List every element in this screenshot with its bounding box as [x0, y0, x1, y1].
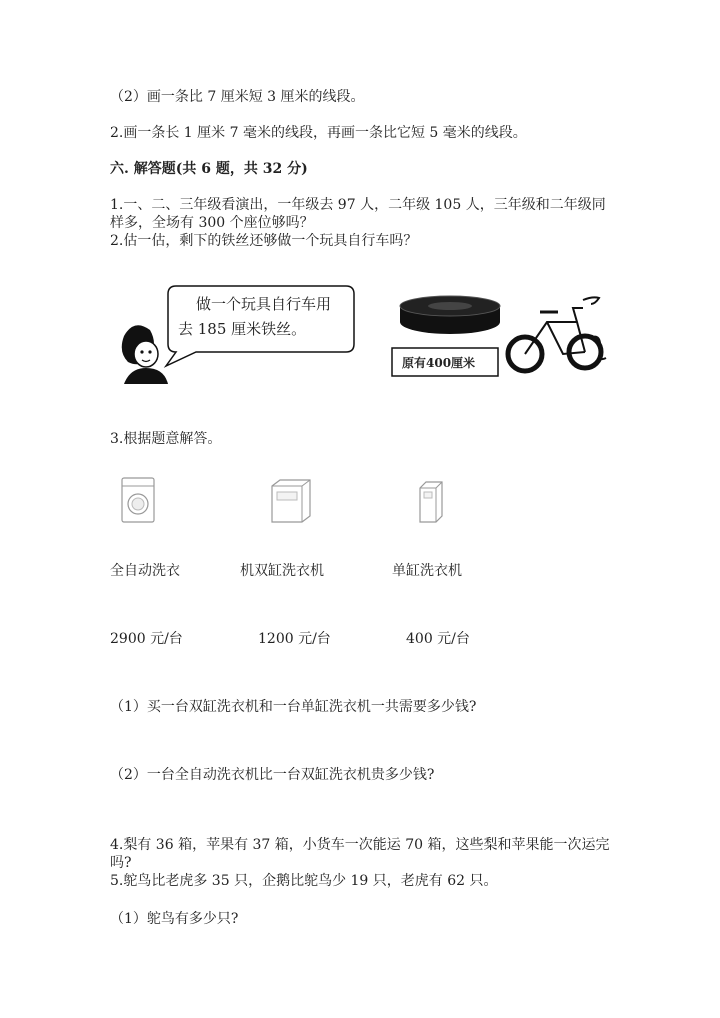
washer-price-1: 1200 元/台 — [258, 631, 331, 647]
wire-coil-icon — [400, 296, 500, 334]
washer-name-1: 机双缸洗衣机 — [240, 563, 324, 579]
washer-price-0: 2900 元/台 — [110, 631, 183, 647]
front-load-washer-icon — [120, 476, 156, 524]
bubble-text-line1: 做一个玩具自行车用 — [196, 295, 332, 313]
question-3: 3.根据题意解答。 — [110, 431, 222, 447]
washer-name-2: 单缸洗衣机 — [392, 563, 462, 579]
question-2-segment: 2.画一条长 1 厘米 7 毫米的线段，再画一条比它短 5 毫米的线段。 — [110, 125, 527, 141]
bubble-text-line2: 去 185 厘米铁丝。 — [178, 320, 307, 338]
girl-icon — [122, 325, 168, 384]
question-5-part-1: （1）鸵鸟有多少只? — [110, 911, 239, 927]
washer-price-2: 400 元/台 — [406, 631, 470, 647]
line-draw-4cm: （2）画一条比 7 厘米短 3 厘米的线段。 — [110, 89, 365, 105]
question-5: 5.鸵鸟比老虎多 35 只，企鹅比鸵鸟少 19 只，老虎有 62 只。 — [110, 873, 498, 889]
question-3-part-1: （1）买一台双缸洗衣机和一台单缸洗衣机一共需要多少钱? — [110, 699, 477, 715]
coil-label: 原有400厘米 — [402, 356, 476, 370]
twin-tub-washer-icon — [268, 478, 314, 524]
bicycle-icon — [508, 297, 606, 371]
question-2: 2.估一估，剩下的铁丝还够做一个玩具自行车吗？ — [110, 233, 418, 249]
single-tub-washer-icon — [416, 478, 446, 524]
question-1-line1: 1.一、二、三年级看演出，一年级去 97 人，二年级 105 人，三年级和二年级同 — [110, 197, 606, 213]
question-1-line2: 样多，全场有 300 个座位够吗？ — [110, 215, 314, 231]
question-4-line1: 4.梨有 36 箱，苹果有 37 箱，小货车一次能运 70 箱，这些梨和苹果能一次运完 — [110, 837, 610, 853]
question-4-line2: 吗? — [110, 855, 132, 871]
question-3-part-2: （2）一台全自动洗衣机比一台双缸洗衣机贵多少钱? — [110, 767, 435, 783]
section-6-heading: 六. 解答题(共 6 题，共 32 分) — [110, 161, 308, 177]
washer-name-0: 全自动洗衣 — [110, 563, 180, 579]
